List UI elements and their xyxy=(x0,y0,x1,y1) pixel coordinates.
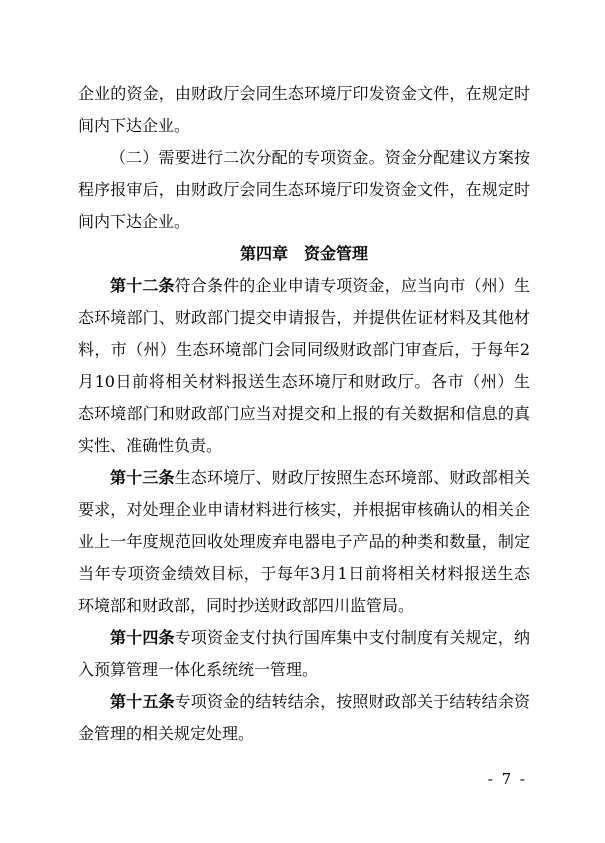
article-15-heading: 第十五条 xyxy=(110,692,175,711)
article-13-heading: 第十三条 xyxy=(110,468,175,487)
article-12-body: 符合条件的企业申请专项资金，应当向市（州）生态环境部门、财政部门提交申请报告，并提供佐证材料及其他材料，市（州）生态环境部门会同同级财政部门审查后，于每年2月10日前将相关材料报送生态环境厅和财政厅。各市（州）生态环境部门和财政部门应当对提交和上报的有关数据和信息的真实性、准确性负责。 xyxy=(78,276,530,455)
page-number: - 7 - xyxy=(487,770,527,788)
article-14-heading: 第十四条 xyxy=(110,628,175,647)
article-13-body: 生态环境厅、财政厅按照生态环境部、财政部相关要求，对处理企业申请材料进行核实，并根据审核确认的相关企业上一年度规范回收处理废弃电器电子产品的种类和数量，制定当年专项资金绩效目标，于每年3月1日前将相关材料报送生态环境部和财政部，同时抄送财政部四川监管局。 xyxy=(78,468,530,615)
article-14 xyxy=(78,622,530,686)
article-12 xyxy=(78,270,530,462)
paragraph-continuation: 企业的资金，由财政厅会同生态环境厅印发资金文件，在规定时间内下达企业。 xyxy=(78,84,530,135)
chapter-title: 第四章 资金管理 xyxy=(239,244,368,263)
article-15-body: 专项资金的结转结余，按照财政部关于结转结余资金管理的相关规定处理。 xyxy=(78,692,530,743)
article-14-body: 专项资金支付执行国库集中支付制度有关规定，纳入预算管理一体化系统统一管理。 xyxy=(78,628,530,679)
body-text xyxy=(78,78,530,750)
article-12-heading: 第十二条 xyxy=(110,276,175,295)
paragraph-item-2: （二）需要进行二次分配的专项资金。资金分配建议方案按程序报审后，由财政厅会同生态环境厅印发资金文件，在规定时间内下达企业。 xyxy=(78,148,530,231)
article-13 xyxy=(78,462,530,622)
article-15 xyxy=(78,686,530,750)
